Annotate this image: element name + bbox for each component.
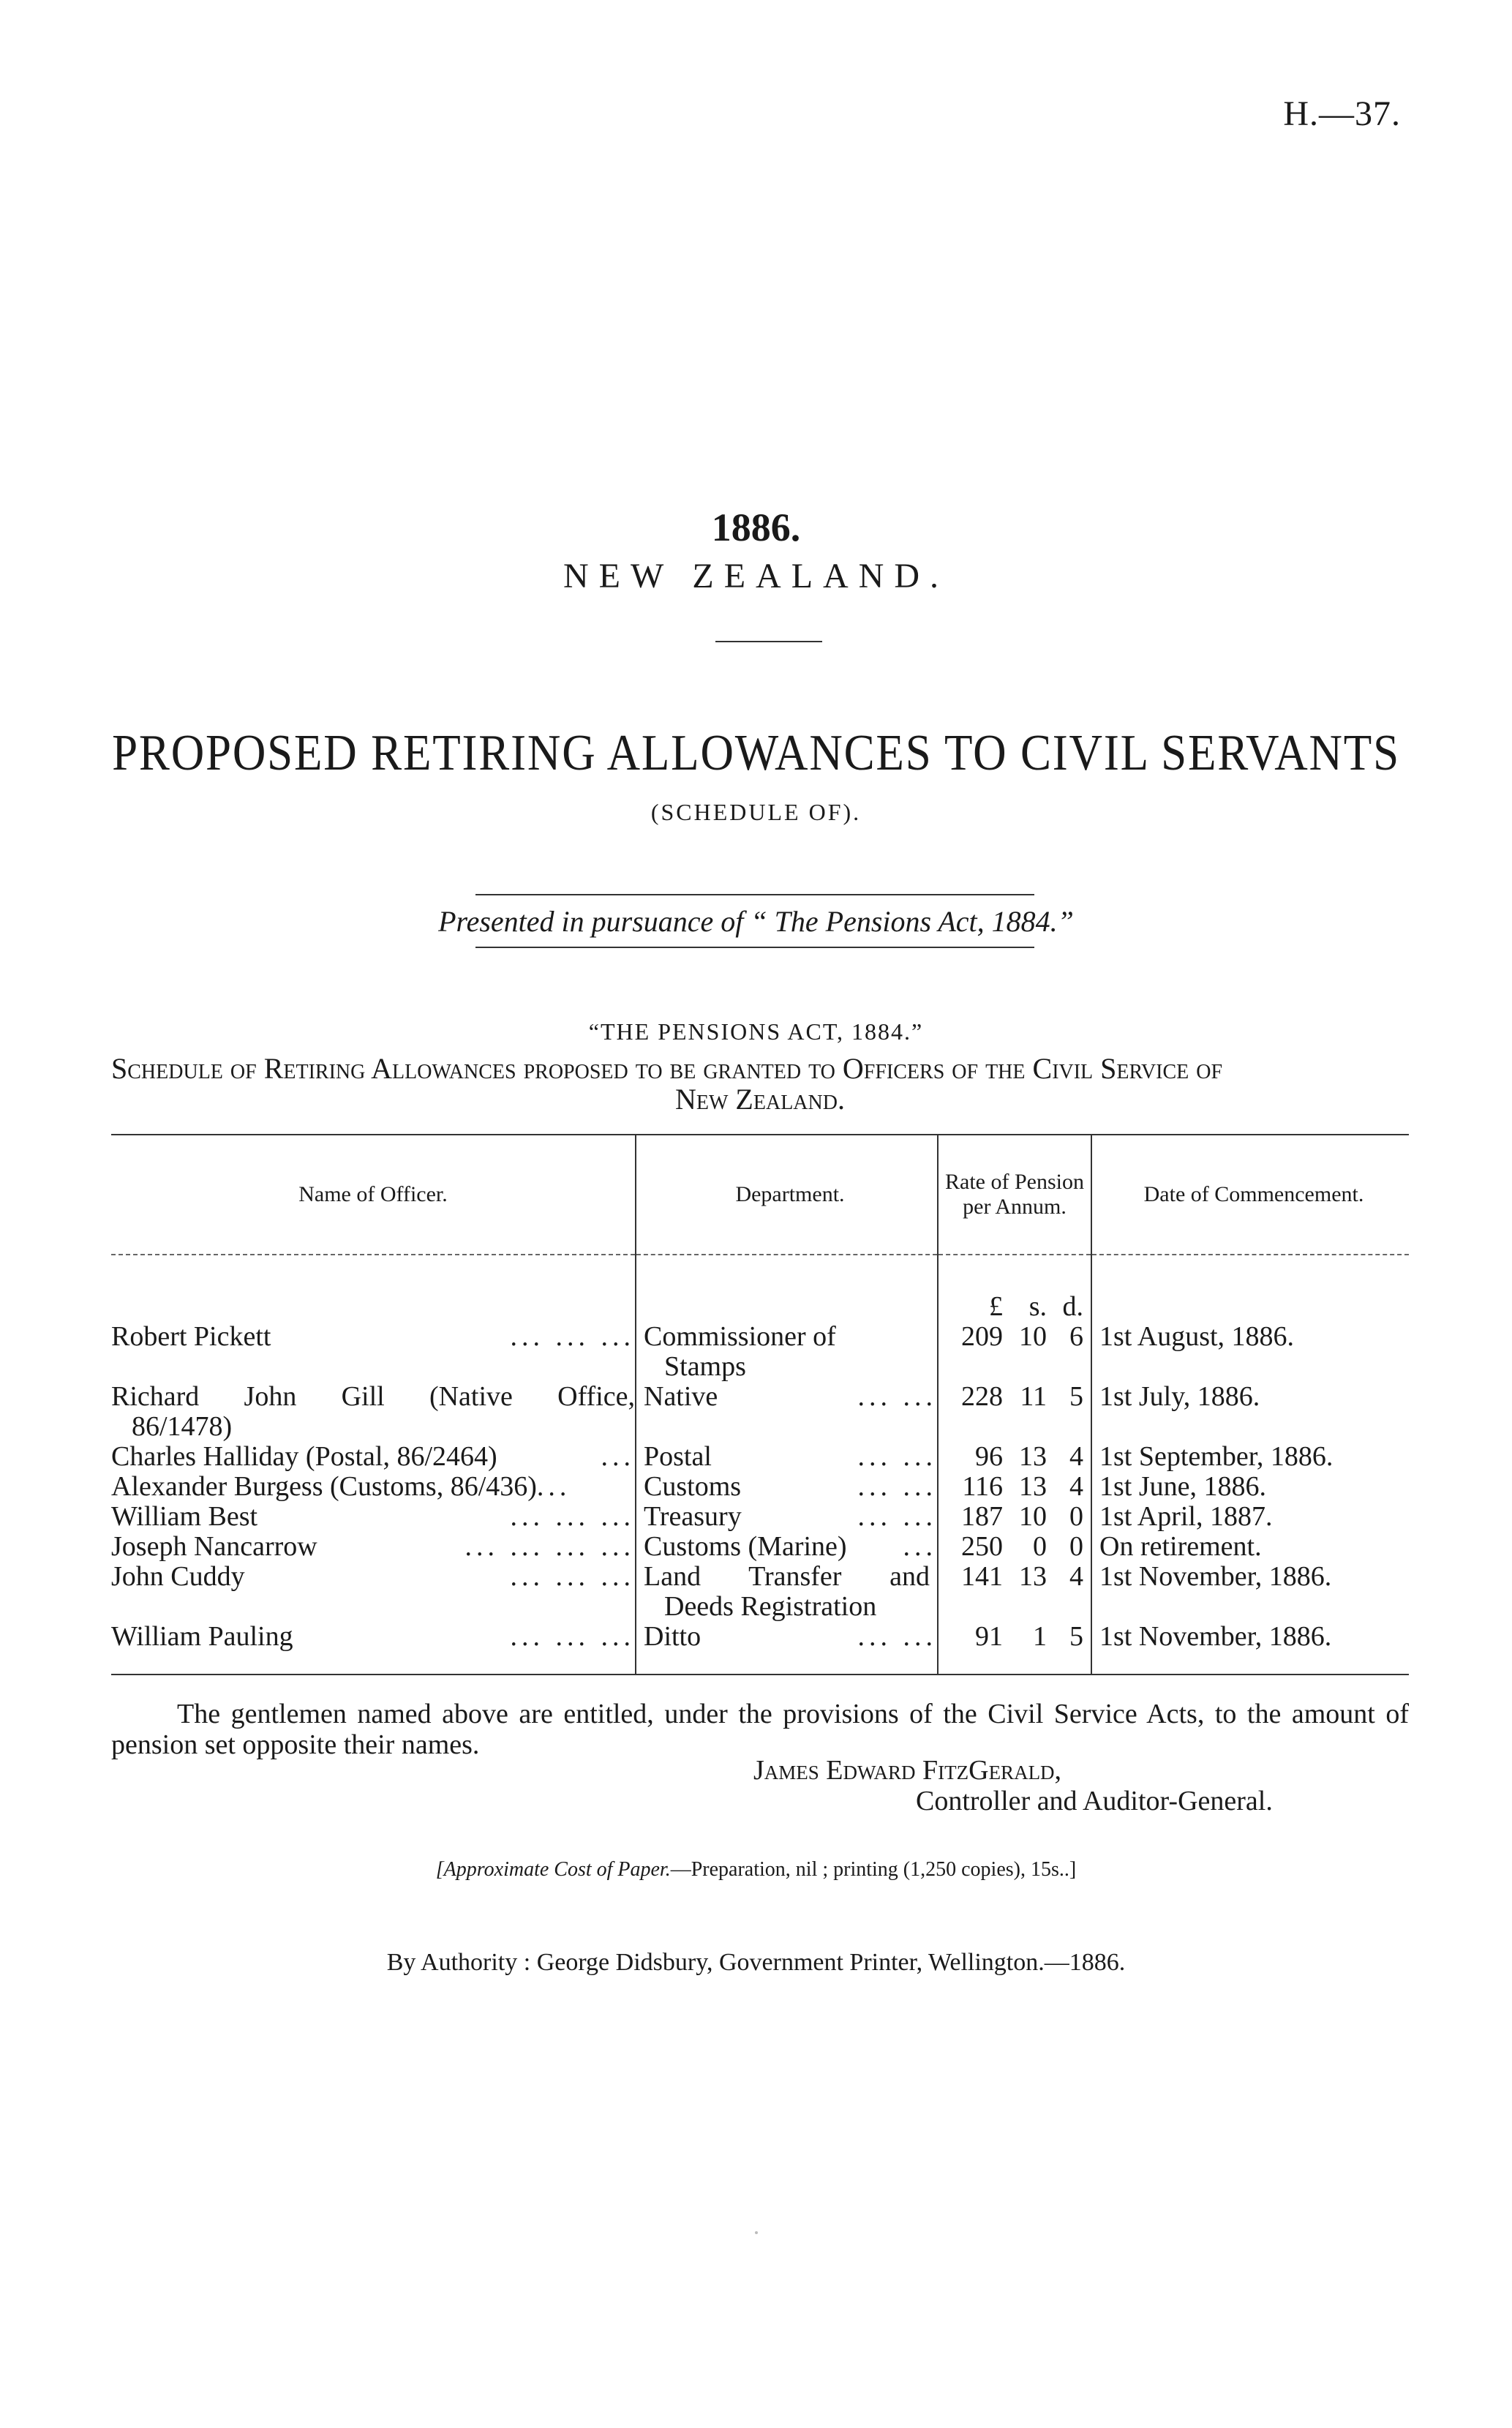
pension-pounds: 228 [961, 1381, 1003, 1412]
pension-pence: 5 [1069, 1381, 1083, 1412]
pension-pence: 4 [1069, 1561, 1083, 1592]
commencement-date: 1st June, 1886. [1091, 1472, 1409, 1502]
pension-pence: 6 [1069, 1321, 1083, 1352]
table-row: Richard John Gill (Native Office, 86/1478) Native ... ... 228 11 5 1st July, 1886. [111, 1382, 1409, 1442]
department: Commissioner of [644, 1321, 836, 1352]
table-row: Alexander Burgess (Customs, 86/436) ... Customs ... ... 116 13 4 1st June, 1886. [111, 1472, 1409, 1502]
pension-shillings: 13 [1019, 1561, 1047, 1592]
officer-name: John Cuddy [111, 1561, 245, 1592]
entitlement-note: The gentlemen named above are entitled, under the provisions of the Civil Service Acts, to the amount of pension set opposite their names. [111, 1699, 1409, 1760]
department: Treasury [644, 1501, 742, 1532]
header-department: Department. [636, 1135, 938, 1255]
pension-shillings: 1 [1033, 1621, 1047, 1652]
signer-name: James Edward FitzGerald, [753, 1755, 1062, 1786]
officer-name-continued: 86/1478) [132, 1411, 233, 1442]
pension-schedule-table [111, 1135, 1409, 1675]
approximate-cost-label: [Approximate Cost of Paper. [435, 1858, 671, 1881]
presented-line: Presented in pursuance of “ The Pensions Act, 1884.” [438, 905, 1074, 938]
pension-pounds: 209 [961, 1321, 1003, 1352]
officer-name: William Best [111, 1501, 258, 1532]
officer-name: Robert Pickett [111, 1321, 271, 1352]
department: Land Transfer and [644, 1561, 930, 1592]
commencement-date: 1st November, 1886. [1091, 1622, 1409, 1675]
signer-title: Controller and Auditor-General. [916, 1786, 1273, 1816]
table-row: John Cuddy ... ... ... Land Transfer and Deeds Registration 141 13 4 1st November, 1886. [111, 1562, 1409, 1622]
officer-name: Charles Halliday (Postal, 86/2464) [111, 1441, 497, 1472]
units-row [111, 1255, 1409, 1322]
pension-shillings: 10 [1019, 1501, 1047, 1532]
table-header-row [111, 1135, 1409, 1255]
page-mark [755, 2231, 758, 2234]
schedule-description-line2: New Zealand. [675, 1083, 845, 1116]
pension-pounds: 91 [975, 1621, 1003, 1652]
commencement-date: 1st August, 1886. [1091, 1322, 1409, 1382]
table-row: William Best ... ... ... Treasury ... ... 187 10 0 1st April, 1887. [111, 1502, 1409, 1532]
officer-name: William Pauling [111, 1621, 293, 1652]
department: Postal [644, 1441, 712, 1472]
table-row: Charles Halliday (Postal, 86/2464) ... Postal ... ... 96 13 4 1st September, 1886. [111, 1442, 1409, 1472]
table-row: Joseph Nancarrow ... ... ... ... Customs (Marine) ... 250 0 0 On retirement. [111, 1532, 1409, 1562]
page-subtitle: (SCHEDULE OF). [650, 799, 862, 825]
pension-pence: 0 [1069, 1501, 1083, 1532]
pension-shillings: 13 [1019, 1441, 1047, 1472]
pension-shillings: 0 [1033, 1531, 1047, 1562]
commencement-date: 1st April, 1887. [1091, 1502, 1409, 1532]
printer-imprint: By Authority : George Didsbury, Government Printer, Wellington.—1886. [386, 1949, 1126, 1976]
commencement-date: 1st September, 1886. [1091, 1442, 1409, 1472]
department: Ditto [644, 1621, 702, 1652]
pension-pounds: 96 [975, 1441, 1003, 1472]
officer-name: Alexander Burgess (Customs, 86/436) [111, 1471, 537, 1502]
department-continued: Deeds Registration [664, 1591, 877, 1622]
header-date-of-commencement: Date of Commencement. [1091, 1135, 1409, 1255]
department: Native [644, 1381, 718, 1412]
currency-units [939, 1292, 1091, 1322]
pension-pence: 0 [1069, 1531, 1083, 1562]
pension-pence: 4 [1069, 1471, 1083, 1502]
header-rate-of-pension: Rate of Pension per Annum. [938, 1135, 1091, 1255]
unit-pounds: £ [989, 1291, 1003, 1322]
approximate-cost-text: —Preparation, nil ; printing (1,250 copies), 15s..] [670, 1858, 1077, 1881]
department-continued: Stamps [664, 1351, 746, 1382]
department: Customs (Marine) [644, 1531, 847, 1562]
unit-shillings: s. [1028, 1291, 1047, 1322]
table-row: William Pauling ... ... ... Ditto ... ... 91 1 5 1st November, 1886. [111, 1622, 1409, 1675]
pension-pounds: 116 [962, 1471, 1003, 1502]
pension-pounds: 187 [961, 1501, 1003, 1532]
unit-pence: d. [1062, 1291, 1083, 1322]
pension-shillings: 10 [1019, 1321, 1047, 1352]
schedule-description-line1: Schedule of Retiring Allowances proposed to be granted to Officers of the Civil Service of [111, 1052, 1223, 1085]
presented-bottom-rule [475, 947, 1034, 948]
commencement-date: 1st November, 1886. [1091, 1562, 1409, 1622]
document-reference: H.—37. [1283, 94, 1401, 133]
header-name-of-officer: Name of Officer. [111, 1135, 636, 1255]
commencement-date: 1st July, 1886. [1091, 1382, 1409, 1442]
presented-top-rule [475, 894, 1034, 895]
country-heading: NEW ZEALAND. [563, 557, 949, 595]
department: Customs [644, 1471, 742, 1502]
table-row: Robert Pickett ... ... ... Commissioner of Stamps 209 10 6 1st August, 1886. [111, 1322, 1409, 1382]
act-heading: “THE PENSIONS ACT, 1884.” [588, 1018, 924, 1045]
pension-pounds: 141 [961, 1561, 1003, 1592]
pension-pence: 4 [1069, 1441, 1083, 1472]
short-divider [715, 641, 822, 642]
pension-pounds: 250 [961, 1531, 1003, 1562]
page-title: PROPOSED RETIRING ALLOWANCES TO CIVIL SERVANTS [112, 725, 1400, 781]
commencement-date: On retirement. [1091, 1532, 1409, 1562]
officer-name: Joseph Nancarrow [111, 1531, 317, 1562]
officer-name: Richard John Gill (Native Office, [111, 1381, 635, 1412]
pension-shillings: 11 [1020, 1381, 1047, 1412]
pension-pence: 5 [1069, 1621, 1083, 1652]
schedule-description [111, 1053, 1409, 1115]
year-heading: 1886. [711, 505, 801, 549]
pension-shillings: 13 [1019, 1471, 1047, 1502]
approximate-cost-line [0, 1858, 1512, 1882]
